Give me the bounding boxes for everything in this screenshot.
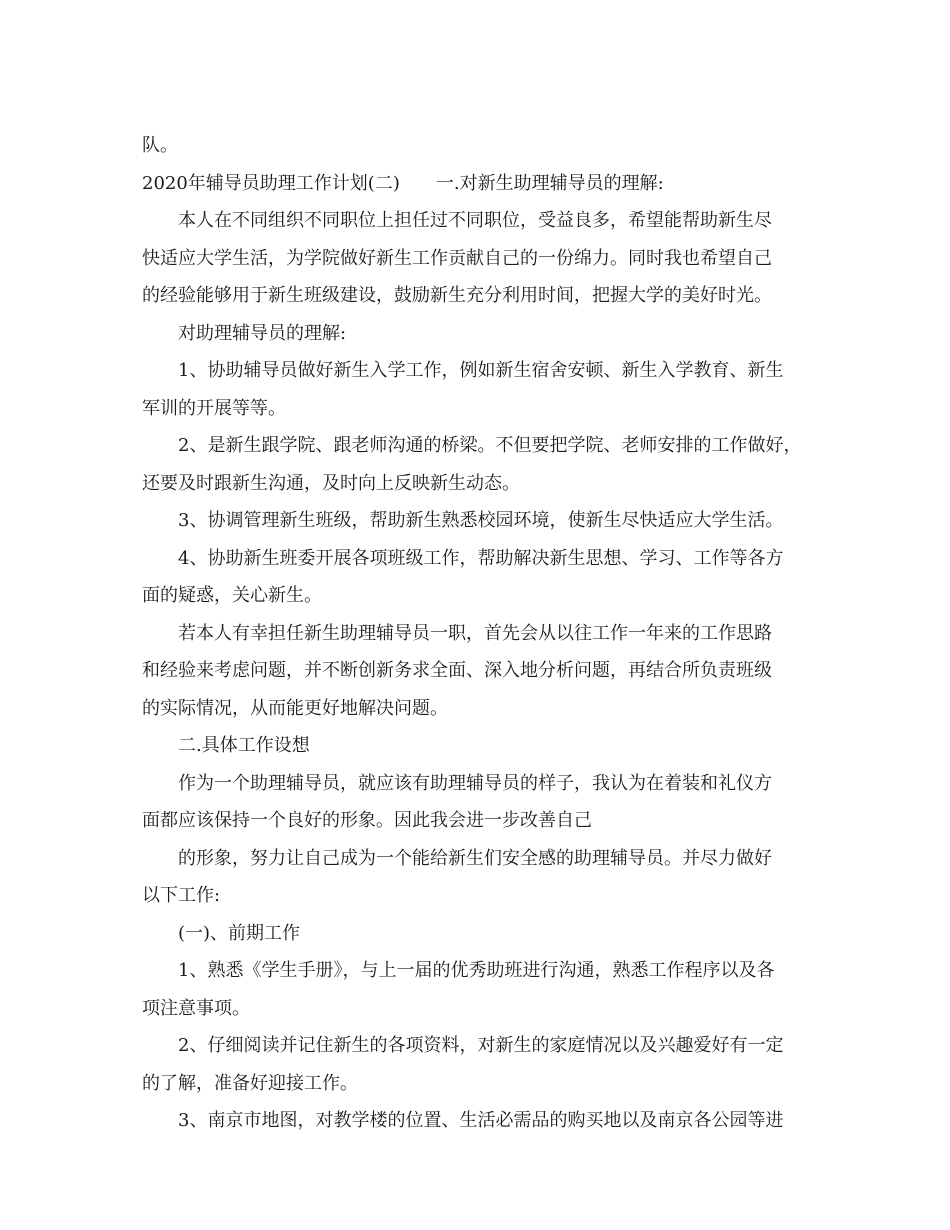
- text-line: 3、南京市地图，对教学楼的位置、生活必需品的购买地以及南京各公园等进: [178, 1110, 784, 1131]
- text-line: 2、是新生跟学院、跟老师沟通的桥梁。不但要把学院、老师安排的工作做好，: [178, 435, 802, 456]
- text-line: 以下工作:: [142, 885, 221, 906]
- text-line: 本人在不同组织不同职位上担任过不同职位，受益良多，希望能帮助新生尽: [178, 210, 772, 231]
- text-line: 2、仔细阅读并记住新生的各项资料，对新生的家庭情况以及兴趣爱好有一定: [178, 1035, 784, 1056]
- text-line: 军训的开展等等。: [142, 397, 286, 419]
- text-line: 的了解，准备好迎接工作。: [142, 1072, 358, 1094]
- text-line: 的经验能够用于新生班级建设，鼓励新生充分利用时间，把握大学的美好时光。: [142, 285, 772, 306]
- text-line: 3、协调管理新生班级，帮助新生熟悉校园环境，使新生尽快适应大学生活。: [178, 510, 784, 531]
- document-body: [142, 127, 822, 1140]
- text-line: 1、熟悉《学生手册》，与上一届的优秀助班进行沟通，熟悉工作程序以及各: [178, 960, 775, 981]
- text-line: 的形象，努力让自己成为一个能给新生们安全感的助理辅导员。并尽力做好: [178, 847, 772, 869]
- text-line: 队。: [142, 135, 178, 156]
- text-line: 1、协助辅导员做好新生入学工作，例如新生宿舍安顿、新生入学教育、新生: [178, 360, 784, 381]
- section-heading: 二.具体工作设想: [178, 735, 310, 756]
- text-line: 作为一个助理辅导员，就应该有助理辅导员的样子，我认为在着装和礼仪方: [178, 772, 772, 794]
- text-line: 快适应大学生活，为学院做好新生工作贡献自己的一份绵力。同时我也希望自己: [142, 247, 772, 269]
- text-line: 面都应该保持一个良好的形象。因此我会进一步改善自己: [142, 810, 592, 831]
- text-line: 面的疑惑，关心新生。: [142, 585, 322, 606]
- text-line: 还要及时跟新生沟通，及时向上反映新生动态。: [142, 472, 520, 494]
- text-line: 对助理辅导员的理解:: [178, 322, 347, 344]
- text-line: 和经验来考虑问题，并不断创新务求全面、深入地分析问题，再结合所负责班级: [142, 660, 772, 681]
- subsection-heading: (一)、前期工作: [178, 922, 301, 944]
- text-line: 若本人有幸担任新生助理辅导员一职，首先会从以往工作一年来的工作思路: [178, 622, 772, 644]
- text-line: 项注意事项。: [142, 997, 250, 1019]
- text-line: 4、协助新生班委开展各项班级工作，帮助解决新生思想、学习、工作等各方: [178, 547, 784, 569]
- text-line: 的实际情况，从而能更好地解决问题。: [142, 697, 448, 719]
- text-line: 2020年辅导员助理工作计划(二) 一.对新生助理辅导员的理解:: [142, 172, 664, 194]
